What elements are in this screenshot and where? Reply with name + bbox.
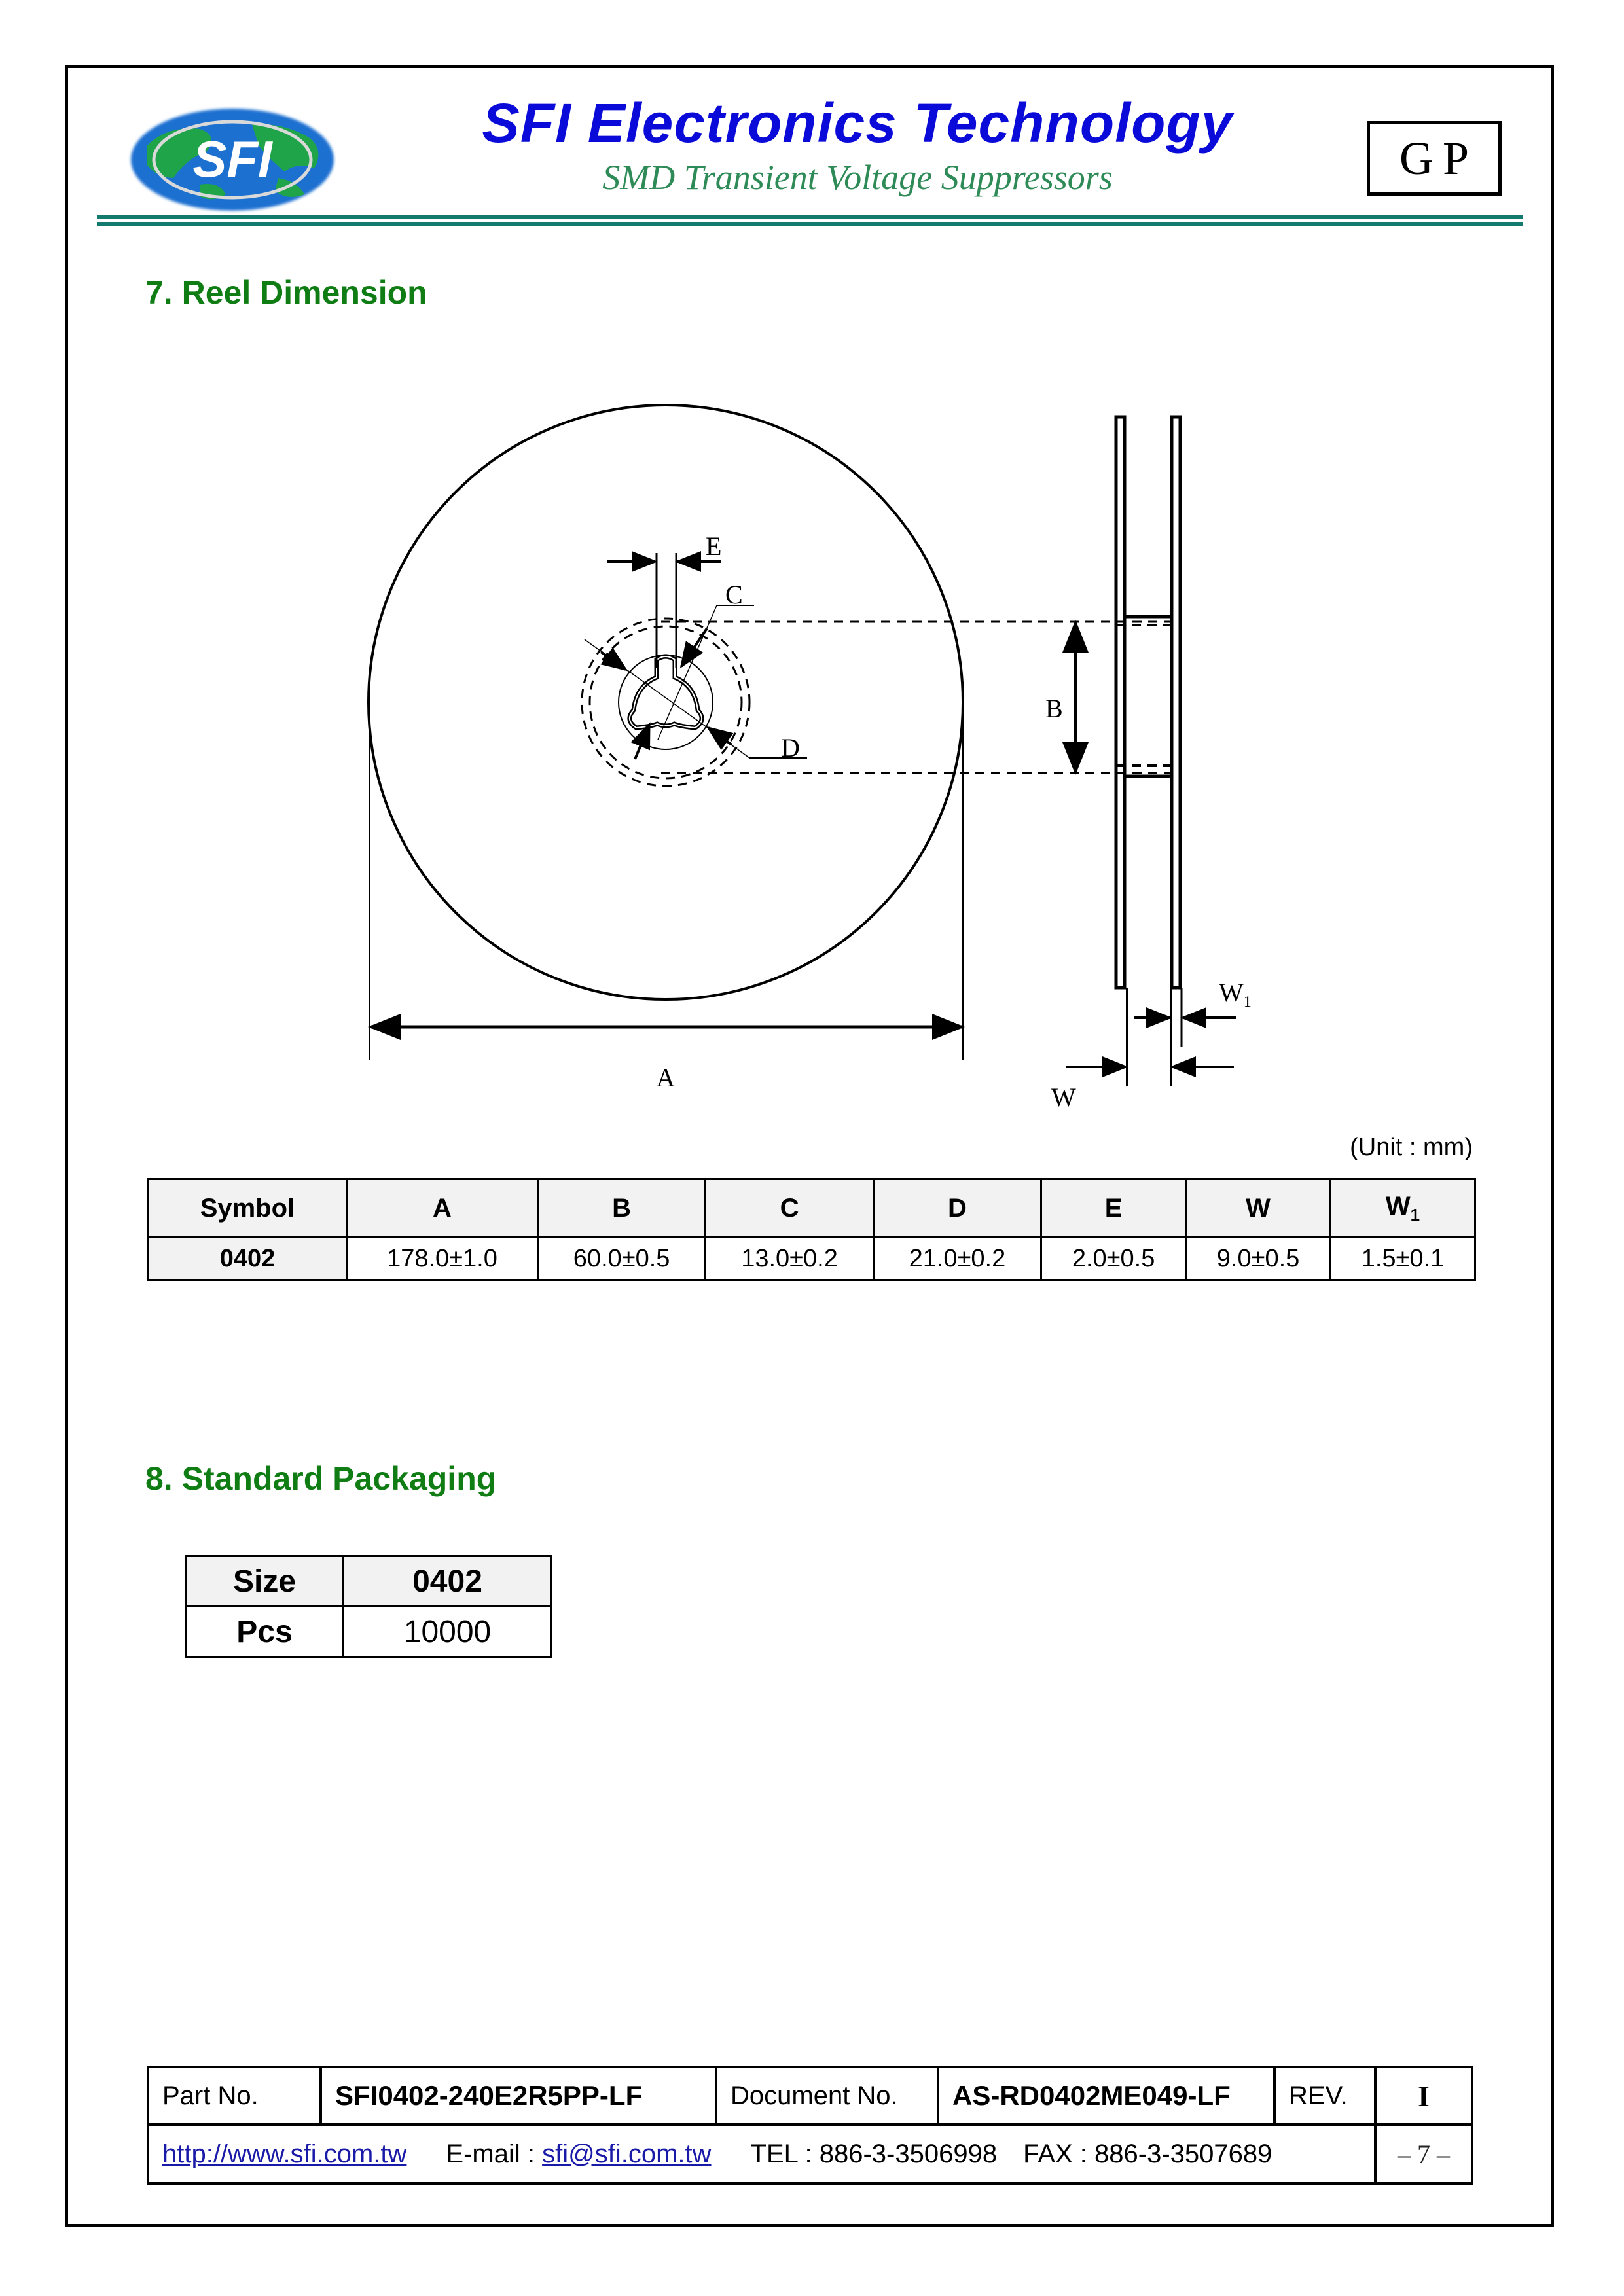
part-no-value: SFI0402-240E2R5PP-LF <box>321 2067 716 2125</box>
label-W1: $W_1$ <box>1219 978 1252 1011</box>
pcs-value: 10000 <box>344 1607 552 1657</box>
tel-number: TEL : 886-3-3506998 <box>750 2139 998 2168</box>
packaging-size-row <box>186 1556 552 1607</box>
header-W: W <box>1186 1179 1331 1238</box>
website-link[interactable]: http://www.sfi.com.tw <box>162 2139 407 2168</box>
page-number: – 7 – <box>1375 2125 1472 2183</box>
size-value: 0402 <box>344 1556 552 1607</box>
document-no-value: AS-RD0402ME049-LF <box>938 2067 1274 2125</box>
value-A: 178.0±1.0 <box>347 1238 538 1280</box>
value-C: 13.0±0.2 <box>706 1238 873 1280</box>
rev-value: I <box>1375 2067 1472 2125</box>
label-C: C <box>725 580 743 609</box>
company-title: SFI Electronics Technology <box>482 92 1233 154</box>
fax-number: FAX : 886-3-3507689 <box>1023 2139 1272 2168</box>
unit-note: (Unit : mm) <box>1350 1134 1473 1161</box>
header-W1: $W_1$ <box>1330 1179 1475 1238</box>
header-C: C <box>706 1179 873 1238</box>
sfi-logo <box>128 106 337 214</box>
footer-contact-row <box>148 2125 1472 2183</box>
header-rule-bottom <box>97 222 1523 226</box>
label-D: D <box>781 733 800 762</box>
table-header-row <box>149 1179 1475 1238</box>
value-B: 60.0±0.5 <box>537 1238 705 1280</box>
footer-table <box>147 2066 1473 2185</box>
header-D: D <box>873 1179 1041 1238</box>
header-A: A <box>347 1179 538 1238</box>
label-B: B <box>1045 694 1063 723</box>
email-label: E-mail : <box>446 2139 535 2168</box>
company-subtitle: SMD Transient Voltage Suppressors <box>602 158 1113 197</box>
packaging-pcs-row <box>186 1607 552 1657</box>
value-E: 2.0±0.5 <box>1041 1238 1186 1280</box>
value-D: 21.0±0.2 <box>873 1238 1041 1280</box>
value-W: 9.0±0.5 <box>1186 1238 1331 1280</box>
header-symbol: Symbol <box>149 1179 347 1238</box>
packaging-table <box>185 1555 552 1658</box>
rev-label: REV. <box>1274 2067 1375 2125</box>
label-A: A <box>656 1063 676 1092</box>
value-W1: 1.5±0.1 <box>1330 1238 1475 1280</box>
section-heading-reel-dimension: 7. Reel Dimension <box>145 274 427 311</box>
contact-info <box>148 2125 1375 2183</box>
footer-doc-row <box>148 2067 1472 2125</box>
pcs-label: Pcs <box>186 1607 344 1657</box>
part-no-label: Part No. <box>148 2067 321 2125</box>
document-no-label: Document No. <box>716 2067 938 2125</box>
label-E: E <box>706 531 722 561</box>
email-link[interactable]: sfi@sfi.com.tw <box>542 2139 712 2168</box>
section-heading-standard-packaging: 8. Standard Packaging <box>145 1460 497 1497</box>
logo-text: SFI <box>192 130 272 188</box>
series-code-box: GP <box>1367 121 1502 196</box>
label-W: W <box>1051 1083 1076 1112</box>
reel-dimension-table <box>147 1178 1476 1281</box>
header-B: B <box>537 1179 705 1238</box>
header-E: E <box>1041 1179 1186 1238</box>
table-row <box>149 1238 1475 1280</box>
row-symbol: 0402 <box>149 1238 347 1280</box>
size-label: Size <box>186 1556 344 1607</box>
header-rule-top <box>97 215 1523 219</box>
